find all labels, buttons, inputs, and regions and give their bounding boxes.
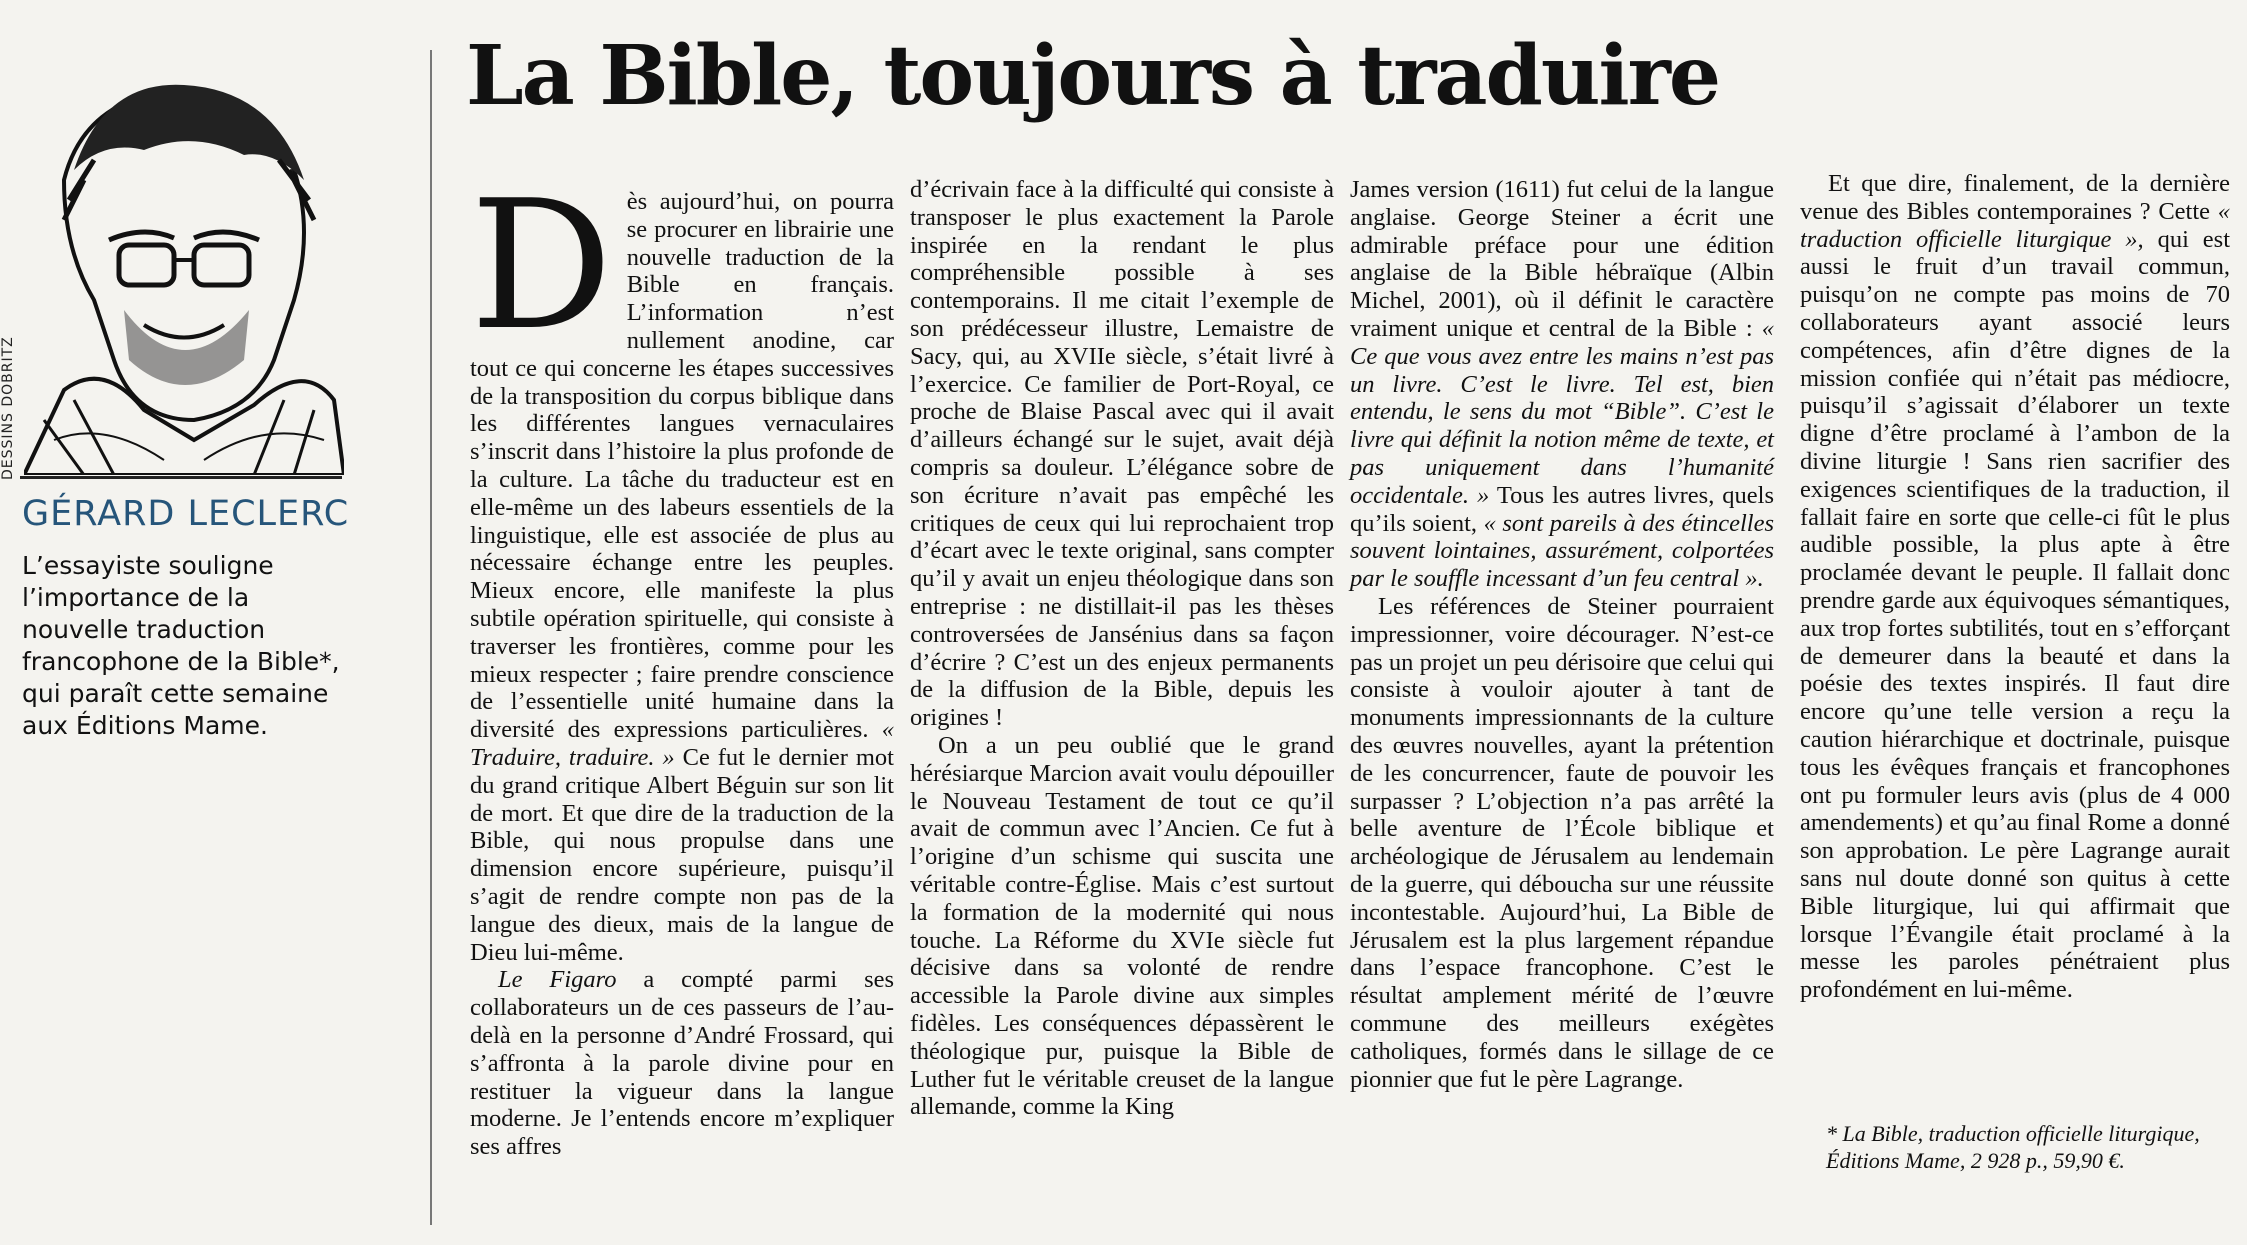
paragraph: Et que dire, finalement, de la dernière venue des Bibles contemporaines ? Cette « traduction officielle liturgique », qui est aussi le fruit d’un travail commun, puisqu’on ne compte pas moins de 70 collaborateurs ayant associé leurs compétences, afin d’être dignes de la mission confiée qui n’était pas médiocre, puisqu’il s’agissait d’élaborer un texte digne d’être proclamé à l’ambon de la divine liturgie ! Sans rien sacrifier des exigences scientifiques de la traduction, il fallait faire en sorte que celle-ci fût le plus audible possible, la plus apte à être proclamée devant le peuple. Il fallait donc prendre garde aux équivoques sémantiques, aux trop fortes subtilités, tout en s’efforçant de demeurer dans la beauté et dans la poésie des textes inspirés. Il faut dire encore qu’une telle version a reçu la caution hiérarchique et doctrinale, puisque tous les évêques français et francophones ont pu formuler leurs avis (plus de 4 000 amendements) et qu’au final Rome a donné son approbation. Le père Lagrange aurait sans nul doute donné son quitus à cette Bible liturgique, lui qui affirmait que lorsque l’Évangile était proclamé à la messe les paroles pénétraient plus profondément en lui-même.: [1800, 170, 2230, 1004]
article-column-3: [1350, 176, 1774, 1093]
drop-cap: D: [470, 162, 613, 369]
author-portrait-illustration: [24, 60, 344, 475]
author-name: GÉRARD LECLERC: [22, 494, 350, 534]
illustration-credit: DESSINS DOBRITZ: [0, 336, 16, 480]
column-divider: [430, 50, 432, 1225]
paragraph: James version (1611) fut celui de la langue anglaise. George Steiner a écrit une admirable préface pour une édition anglaise de la Bible hébraïque (Albin Michel, 2001), où il définit le caractère vraiment unique et central de la Bible : « Ce que vous avez entre les mains n’est pas un livre. C’est le livre. Tel est, bien entendu, le sens du mot “Bible”. C’est le livre qui définit la notion même de texte, et pas uniquement dans l’humanité occidentale. » Tous les autres livres, quels qu’ils soient, « sont pareils à des étincelles souvent lointaines, assurément, colportées par le souffle incessant d’un feu central ».: [1350, 176, 1775, 593]
paragraph: On a un peu oublié que le grand hérésiarque Marcion avait voulu dépouiller le Nouveau Testament de tout ce qu’il avait de commun avec l’Ancien. Ce fut à l’origine d’un schisme qui suscita une véritable contre-Église. Mais c’est surtout la formation de la modernité qui nous touche. La Réforme du XVIe siècle fut décisive dans sa volonté de rendre accessible la Parole divine aux simples fidèles. Les conséquences dépassèrent le théologique pur, puisque la Bible de Luther fut le véritable creuset de la langue allemande, comme la King: [910, 731, 1334, 1121]
article-column-4: [1800, 170, 2230, 1004]
article-lede: L’essayiste souligne l’importance de la nouvelle traduction francophone de la Bible*, qui paraît cette semaine aux Éditions Mame.: [22, 551, 340, 740]
paragraph: Le Figaro a compté parmi ses collaborateurs un de ces passeurs de l’au-delà en la personne d’André Frossard, qui s’affronta à la parole divine pour en restituer la vigueur dans la langue moderne. Je l’entends encore m’expliquer ses affres: [470, 966, 895, 1161]
article-headline: La Bible, toujours à traduire: [466, 28, 1719, 124]
portrait-rule: [20, 476, 342, 479]
paragraph: d’écrivain face à la difficulté qui consiste à transposer le plus exactement la Parole inspirée en la rendant le plus compréhensible possible à ses contemporains. Il me citait l’exemple de son prédécesseur illustre, Lemaistre de Sacy, qui, au XVIIe siècle, s’était livré à l’exercice. Ce familier de Port-Royal, ce proche de Blaise Pascal avec qui il avait d’ailleurs échangé sur le sujet, avait déjà compris sa douleur. L’élégance sobre de son écriture n’avait pas empêché les critiques de ceux qui lui reprochaient trop d’écart avec le texte original, sans compter qu’il y avait un enjeu théologique dans son entreprise : ne distillait-il pas les thèses controversées de Jansénius dans sa façon d’écrire ? C’est un des enjeux permanents de la diffusion de la Bible, depuis les origines !: [910, 176, 1334, 732]
paragraph: Dès aujourd’hui, on pourra se procurer en librairie une nouvelle traduction de la Bible en français. L’information n’est nullement anodine, car tout ce qui concerne les étapes successives de la transposition du corpus biblique dans les différentes langues vernaculaires s’inscrit dans l’histoire la plus profonde de la culture. La tâche du traducteur est en elle-même un des labeurs essentiels de la linguistique, elle est associée de plus au nécessaire échange entre les peuples. Mieux encore, elle manifeste la plus subtile opération spirituelle, qui consiste à traverser les frontières, comme pour les mieux respecter ; faire prendre conscience de l’essentielle unité humaine dans la diversité des expressions particulières. « Traduire, traduire. » Ce fut le dernier mot du grand critique Albert Béguin sur son lit de mort. Et que dire de la traduction de la Bible, qui nous propulse dans une dimension encore supérieure, puisqu’il s’agit de rendre compte non pas de la langue des dieux, mais de la langue de Dieu lui-même.: [470, 162, 895, 966]
book-footnote: * La Bible, traduction officielle liturgique, Éditions Mame, 2 928 p., 59,90 €.: [1826, 1121, 2200, 1173]
paragraph: Les références de Steiner pourraient impressionner, voire décourager. N’est-ce pas un projet un peu dérisoire que celui qui consiste à vouloir ajouter à tant de monuments impressionnants de la culture des œuvres nouvelles, ayant la prétention de les concurrencer, faute de pouvoir les surpasser ? L’objection n’a pas arrêté la belle aventure de l’École biblique et archéologique de Jérusalem au lendemain de la guerre, qui déboucha sur une réussite incontestable. Aujourd’hui, La Bible de Jérusalem est la plus largement répandue dans l’espace francophone. C’est le résultat amplement mérité de l’œuvre commune des meilleurs exégètes catholiques, formés dans le sillage de ce pionnier que fut le père Lagrange.: [1350, 592, 1774, 1093]
article-column-2: [910, 176, 1334, 1121]
article-column-1: [470, 162, 895, 1161]
author-sidebar: [0, 0, 430, 1245]
